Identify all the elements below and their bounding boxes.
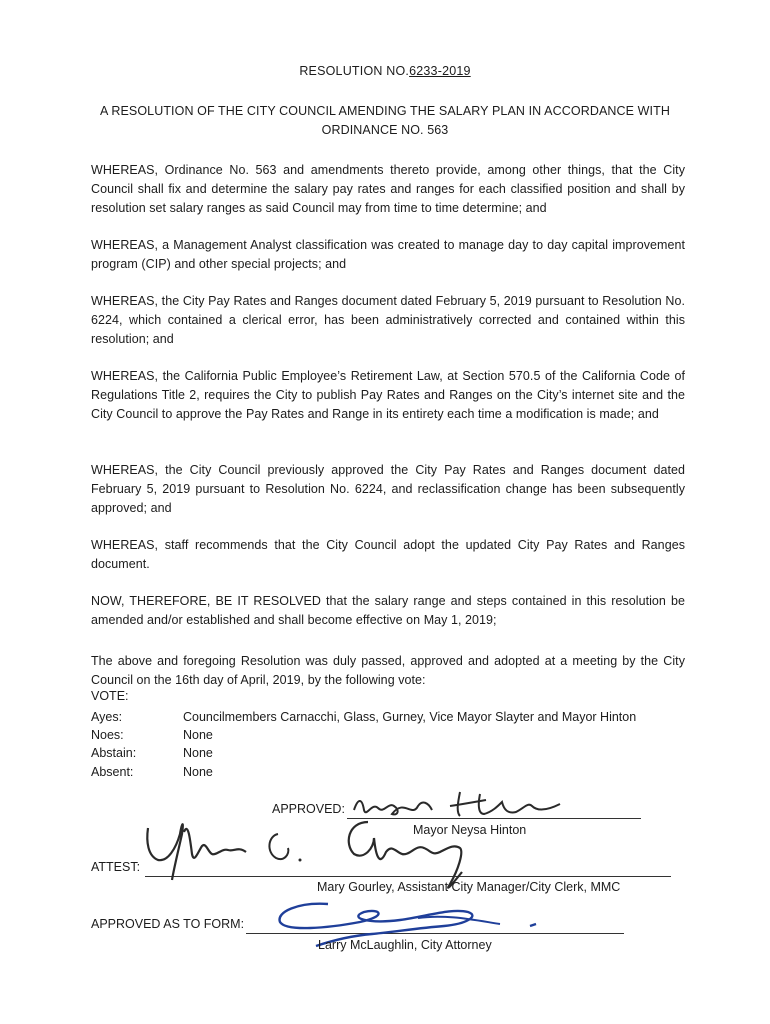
vote-value: Councilmembers Carnacchi, Glass, Gurney, Vice Mayor Slayter and Mayor Hinton [183, 710, 637, 724]
resolution-title: A RESOLUTION OF THE CITY COUNCIL AMENDING THE SALARY PLAN IN ACCORDANCE WITH ORDINANCE NO. 563 [100, 104, 670, 137]
whereas-clerical-error: WHEREAS, the City Pay Rates and Ranges document dated February 5, 2019 pursuant to Resolution No. 6224, which contained a clerical error, has been administratively corrected and contained within this resolution; and [91, 294, 685, 346]
resolution-number-value: 6233-2019 [409, 64, 471, 78]
approved-label: APPROVED: [272, 802, 345, 816]
vote-value: None [183, 746, 213, 760]
resolution-label: RESOLUTION NO. [299, 64, 410, 78]
whereas-ordinance: WHEREAS, Ordinance No. 563 and amendments thereto provide, among other things, that the City Council shall fix and determine the salary pay rates and ranges for each classified position and shall by resolution set salary ranges as said Council may from time to time determine; and [91, 163, 685, 215]
vote-key: Noes: [91, 728, 124, 742]
approved-as-to-form-label: APPROVED AS TO FORM: [91, 917, 245, 931]
whereas-management-analyst: WHEREAS, a Management Analyst classification was created to manage day to day capital improvement program (CIP) and other special projects; and [91, 238, 685, 271]
attest-label: ATTEST: [91, 860, 141, 874]
form-name: Larry McLaughlin, City Attorney [318, 938, 492, 952]
attest-name: Mary Gourley, Assistant City Manager/City Clerk, MMC [317, 880, 621, 894]
approved-name: Mayor Neysa Hinton [413, 823, 527, 837]
vote-key: Ayes: [91, 710, 123, 724]
vote-label: VOTE: [91, 689, 129, 703]
vote-value: None [183, 765, 213, 779]
vote-key: Absent: [91, 765, 134, 779]
adoption-statement: The above and foregoing Resolution was duly passed, approved and adopted at a meeting by the City Council on the 16th day of April, 2019, by the following vote: [91, 654, 685, 687]
resolution-number [0, 64, 770, 78]
whereas-previous-approval: WHEREAS, the City Council previously approved the City Pay Rates and Ranges document dated February 5, 2019 pursuant to Resolution No. 6224, and reclassification change has been subsequently approved; and [91, 463, 685, 515]
vote-value: None [183, 728, 213, 742]
vote-key: Abstain: [91, 746, 137, 760]
whereas-calpers: WHEREAS, the California Public Employee’s Retirement Law, at Section 570.5 of the California Code of Regulations Title 2, requires the City to publish Pay Rates and Ranges on the City’s internet site and the City Council to approve the Pay Rates and Range in its entirety each time a modification is made; and [91, 369, 685, 421]
now-therefore: NOW, THEREFORE, BE IT RESOLVED that the salary range and steps contained in this resolution be amended and/or established and shall become effective on May 1, 2019; [91, 594, 685, 627]
whereas-staff-recommends: WHEREAS, staff recommends that the City Council adopt the updated City Pay Rates and Ranges document. [91, 538, 685, 571]
clerk-signature [118, 808, 498, 888]
